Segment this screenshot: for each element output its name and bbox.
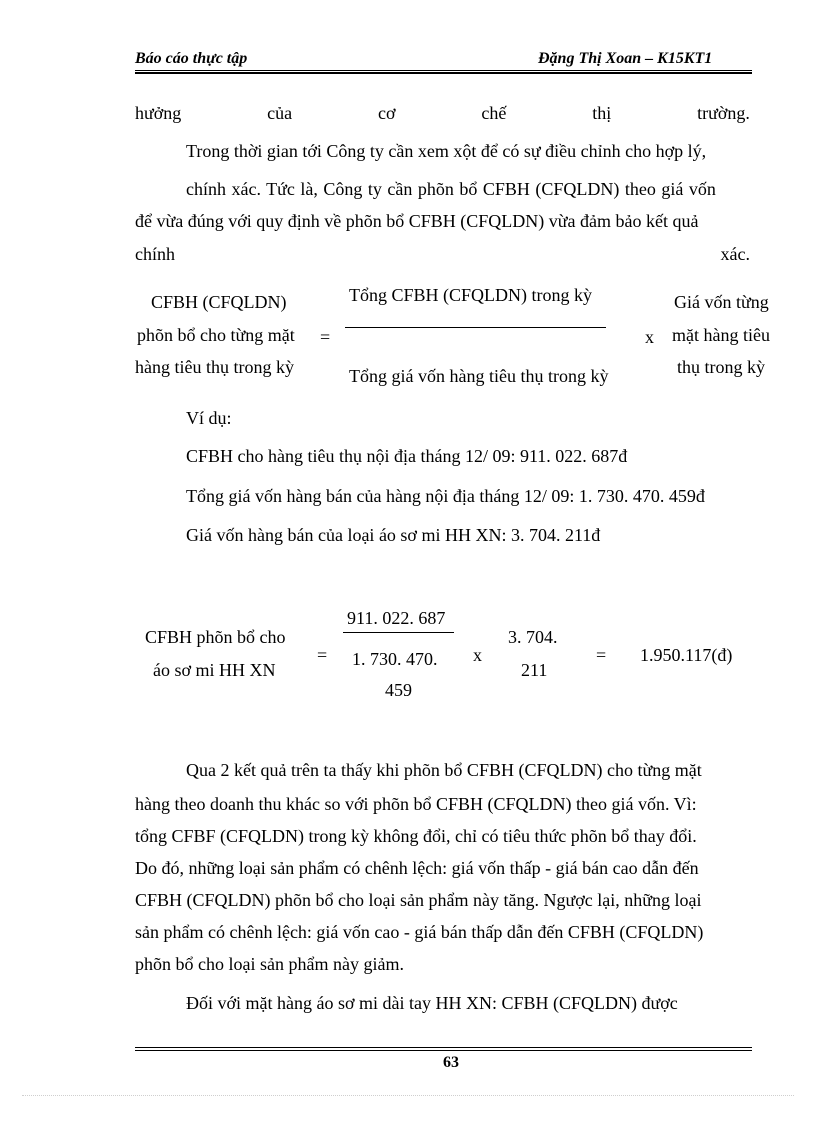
word: hưởng	[135, 103, 182, 123]
formula1-fraction-bar	[345, 327, 606, 328]
header-author: Đặng Thị Xoan – K15KT1	[538, 50, 713, 67]
paragraph-line: tổng CFBF (CFQLDN) trong kỳ không đổi, chỉ có tiêu thức phõn bổ thay đổi.	[135, 826, 697, 846]
page-edge-dotted-rule	[22, 1095, 794, 1096]
justified-line	[135, 103, 750, 124]
paragraph-line: Trong thời gian tới Công ty cần xem xột để có sự điều chỉnh cho hợp lý,	[186, 141, 707, 161]
header-rule-thick	[135, 72, 752, 74]
page-number: 63	[443, 1054, 459, 1071]
paragraph-line: chính xác. Tức là, Công ty cần phõn bổ CFBH (CFQLDN) theo giá vốn	[186, 179, 716, 199]
formula2-times: x	[473, 645, 482, 665]
paragraph-line: Do đó, những loại sản phẩm có chênh lệch: giá vốn thấp - giá bán cao dẫn đến	[135, 858, 699, 878]
formula2-result: 1.950.117(đ)	[640, 645, 733, 665]
formula1-equals: =	[320, 327, 331, 347]
word: thị	[592, 103, 612, 123]
formula2-equals: =	[317, 645, 328, 665]
formula1-right-line2: mặt hàng tiêu	[672, 325, 770, 345]
example-heading: Ví dụ:	[186, 408, 232, 428]
word: xác.	[720, 244, 750, 264]
formula1-right-line3: thụ trong kỳ	[677, 357, 765, 377]
formula1-left-line3: hàng tiêu thụ trong kỳ	[135, 357, 294, 377]
example-line: CFBH cho hàng tiêu thụ nội địa tháng 12/ 09: 911. 022. 687đ	[186, 446, 628, 466]
formula2-numerator: 911. 022. 687	[347, 608, 446, 628]
formula2-factor-line2: 211	[521, 660, 548, 680]
word: chế	[481, 103, 507, 123]
formula1-right-line1: Giá vốn từng	[674, 292, 769, 312]
formula2-left-line2: áo sơ mi HH XN	[153, 660, 276, 680]
word: trường.	[697, 103, 750, 123]
justified-line	[135, 244, 750, 265]
paragraph-line: phõn bổ cho loại sản phẩm này giảm.	[135, 954, 404, 974]
footer-rule-top	[135, 1047, 752, 1048]
formula1-left-line1: CFBH (CFQLDN)	[151, 292, 287, 312]
header-rule-thin	[135, 70, 752, 71]
formula2-factor-line1: 3. 704.	[508, 627, 558, 647]
paragraph-line: hàng theo doanh thu khác so với phõn bổ CFBH (CFQLDN) theo giá vốn. Vì:	[135, 794, 697, 814]
word: cơ	[378, 103, 396, 123]
header-left-title: Báo cáo thực tập	[135, 50, 248, 67]
formula1-denominator: Tổng giá vốn hàng tiêu thụ trong kỳ	[349, 366, 609, 386]
formula2-denominator-line1: 1. 730. 470.	[352, 649, 438, 669]
word: của	[267, 103, 293, 123]
formula2-left-line1: CFBH phõn bổ cho	[145, 627, 286, 647]
paragraph-line: sản phẩm có chênh lệch: giá vốn cao - giá bán thấp dẫn đến CFBH (CFQLDN)	[135, 922, 704, 942]
paragraph-line: CFBH (CFQLDN) phõn bổ cho loại sản phẩm này tăng. Ngược lại, những loại	[135, 890, 702, 910]
formula1-left-line2: phõn bổ cho từng mặt	[137, 325, 295, 345]
footer-rule-bottom	[135, 1050, 752, 1051]
example-line: Tổng giá vốn hàng bán của hàng nội địa tháng 12/ 09: 1. 730. 470. 459đ	[186, 486, 705, 506]
paragraph-line: Đối với mặt hàng áo sơ mi dài tay HH XN: CFBH (CFQLDN) được	[186, 993, 678, 1013]
formula2-denominator-line2: 459	[385, 680, 412, 700]
formula2-equals-result: =	[596, 645, 607, 665]
paragraph-line: Qua 2 kết quả trên ta thấy khi phõn bổ CFBH (CFQLDN) cho từng mặt	[186, 760, 702, 780]
formula1-times: x	[645, 327, 654, 347]
paragraph-line: để vừa đúng với quy định về phõn bổ CFBH (CFQLDN) vừa đảm bảo kết quả	[135, 211, 699, 231]
formula2-fraction-bar	[343, 632, 454, 633]
formula1-numerator: Tổng CFBH (CFQLDN) trong kỳ	[349, 285, 593, 305]
word: chính	[135, 244, 175, 264]
example-line: Giá vốn hàng bán của loại áo sơ mi HH XN: 3. 704. 211đ	[186, 525, 601, 545]
